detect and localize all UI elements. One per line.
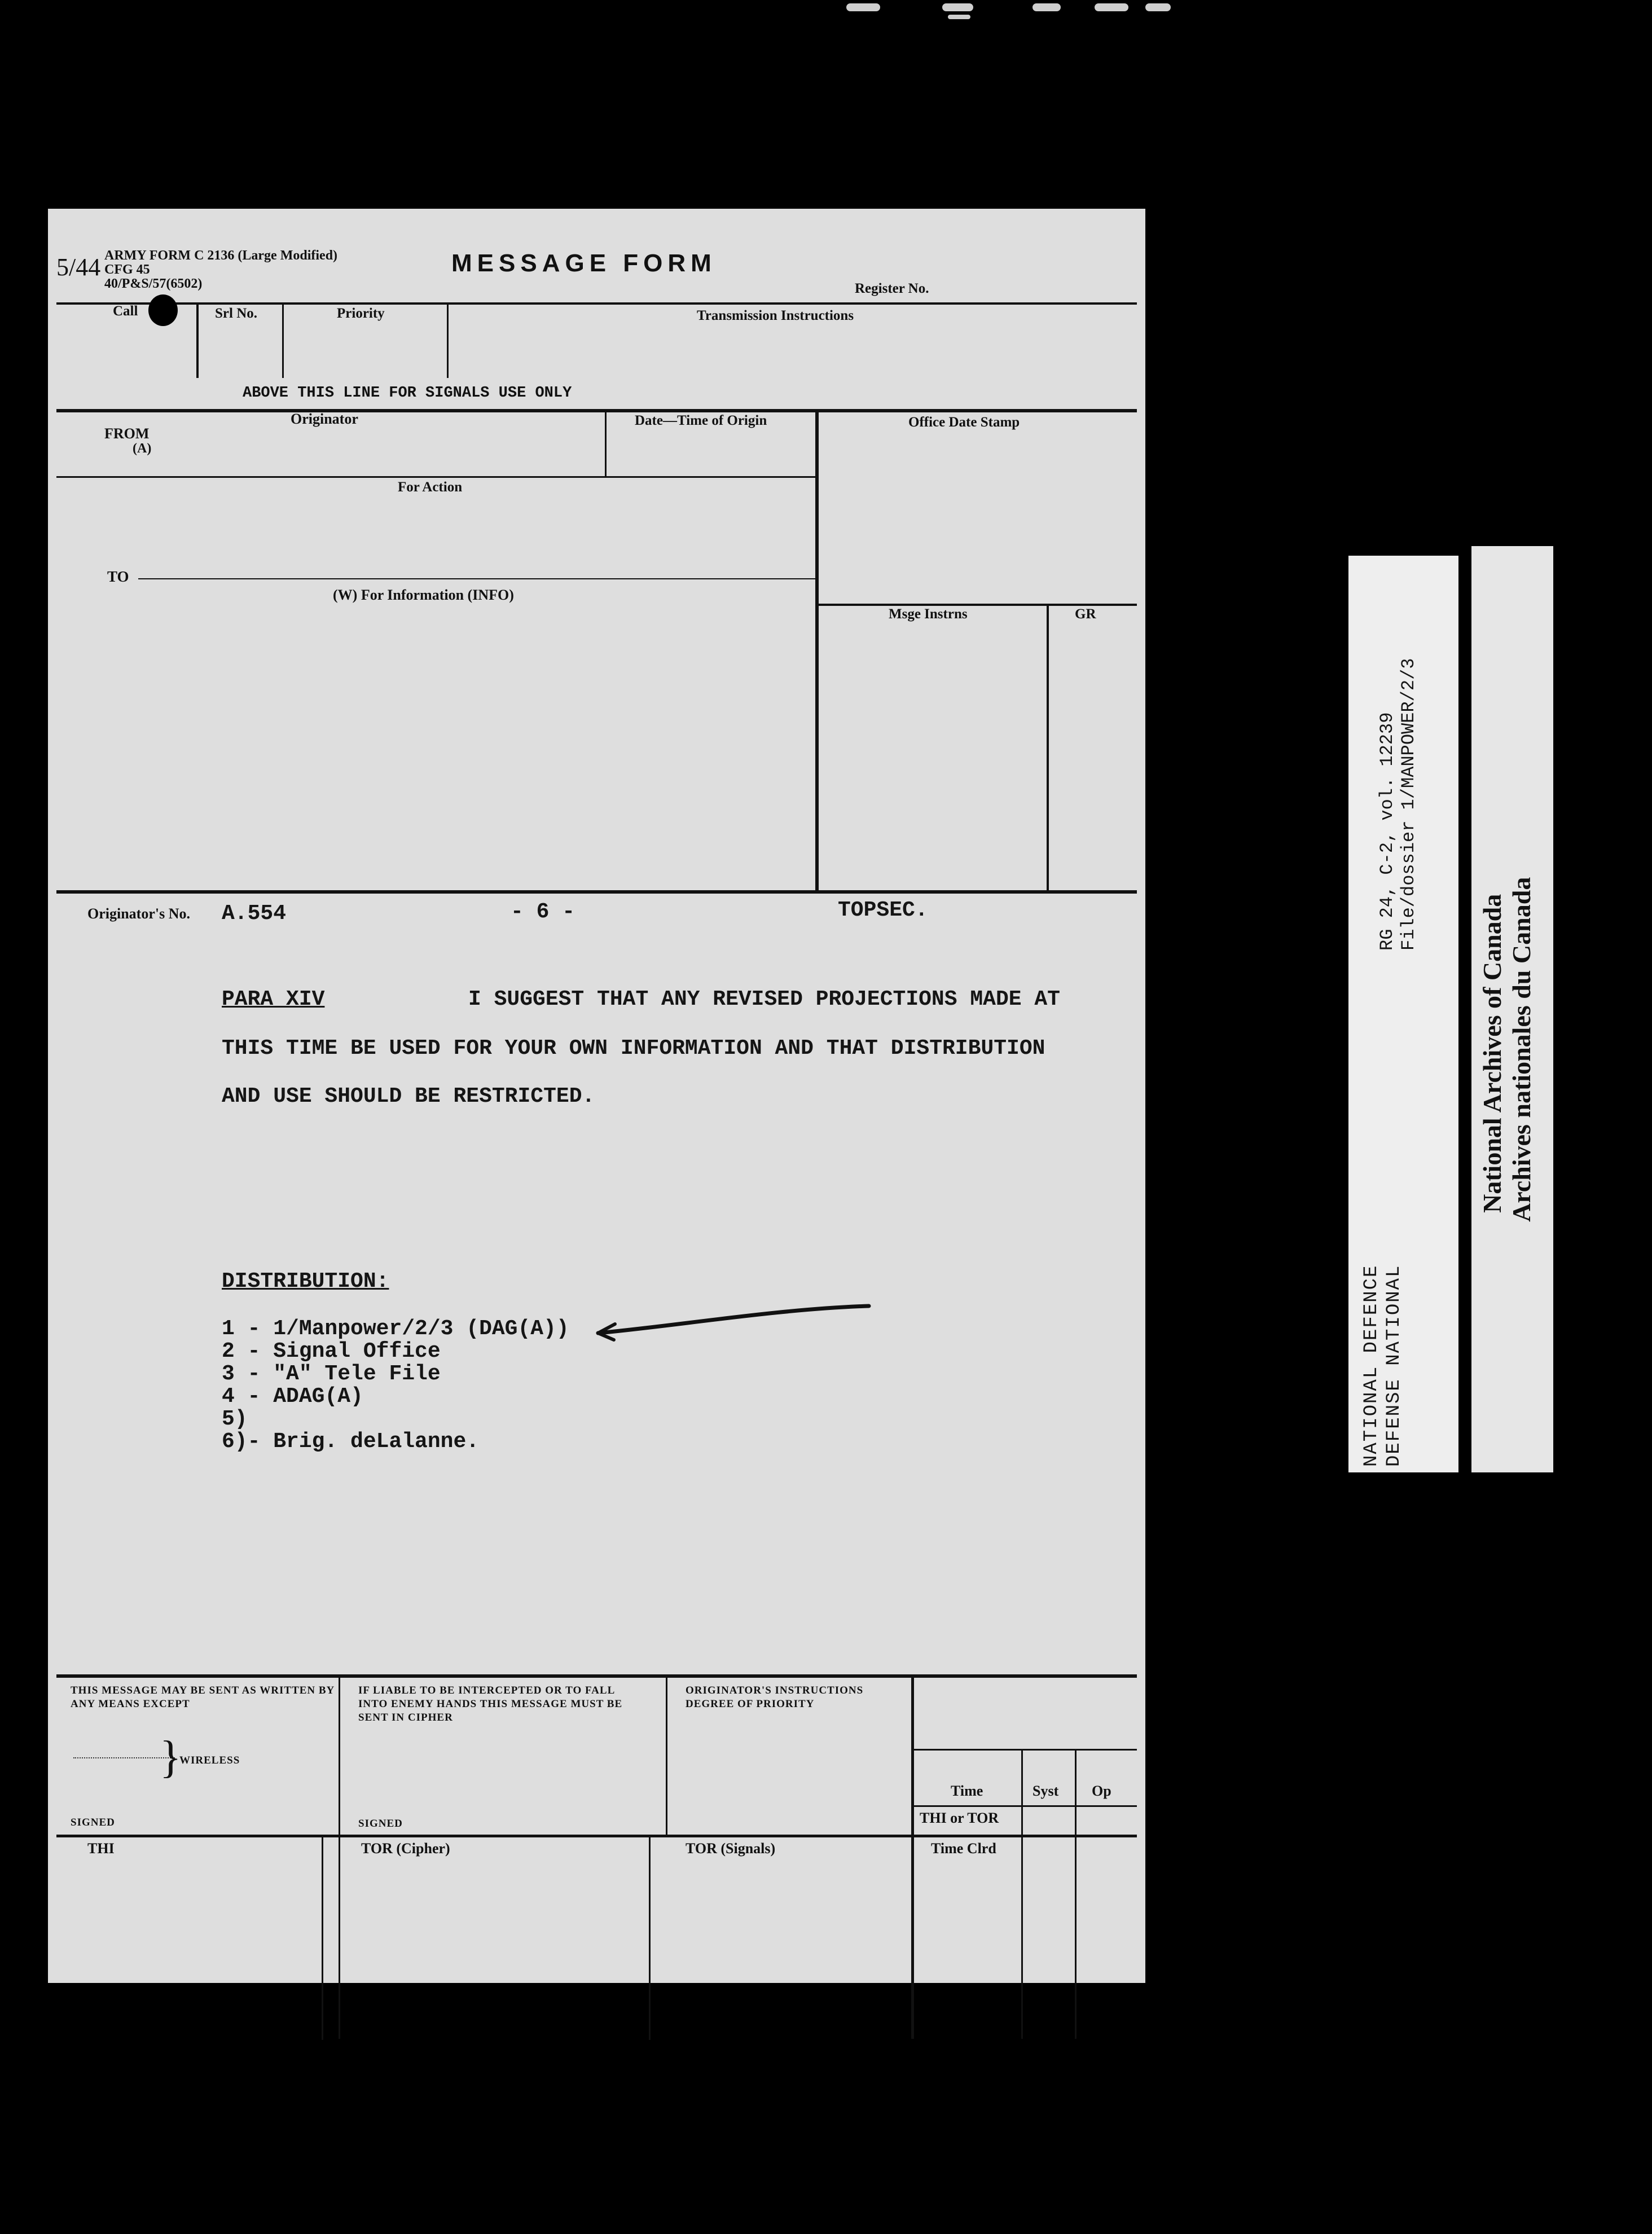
cipher-note: IF LIABLE TO BE INTERCEPTED OR TO FALL INTO ENEMY HANDS THIS MESSAGE MUST BE SENT IN CIPHER (358, 1685, 623, 1723)
archives-english-label: National Archives of Canada (1478, 894, 1506, 1213)
thi-or-tor-label: THI or TOR (920, 1810, 999, 1826)
distribution-heading: DISTRIBUTION: (222, 1269, 389, 1294)
syst-label: Syst (1032, 1783, 1059, 1799)
handwritten-arrow (592, 1295, 875, 1345)
priority-label: Priority (337, 306, 385, 321)
signed-mid-label: SIGNED (358, 1818, 403, 1830)
originators-no-label: Originator's No. (87, 905, 190, 922)
army-form-number: ARMY FORM C 2136 (Large Modified) (104, 248, 338, 263)
for-information-label: (W) For Information (INFO) (333, 587, 514, 603)
distribution-item: 3 - "A" Tele File (222, 1362, 441, 1386)
rule-stamp-divider (815, 412, 819, 891)
page-marker: - 6 - (511, 900, 575, 924)
rule-footer-top (56, 1674, 1137, 1678)
para-label: PARA XIV (222, 987, 325, 1012)
print-reference: 40/P&S/57(6502) (104, 276, 203, 291)
signed-left-label: SIGNED (71, 1817, 115, 1828)
classification: TOPSEC. (838, 898, 928, 922)
originators-no: A.554 (222, 901, 287, 926)
transmission-instructions-label: Transmission Instructions (697, 308, 854, 323)
rule-address-top (56, 409, 1137, 412)
rg-reference: RG 24, C-2, vol. 12239 (1377, 712, 1398, 951)
defense-nationale-label: DEFENSE NATIONAL (1383, 1264, 1405, 1467)
form-code: 5/44 (56, 253, 101, 281)
message-line-2: THIS TIME BE USED FOR YOUR OWN INFORMATION AND THAT DISTRIBUTION (222, 1036, 1045, 1061)
srl-no-label: Srl No. (215, 306, 257, 321)
gr-label: GR (1075, 606, 1096, 622)
tor-cipher-label: TOR (Cipher) (361, 1840, 450, 1857)
from-sub-label: (A) (133, 441, 152, 456)
time-label: Time (951, 1783, 983, 1799)
tor-signals-label: TOR (Signals) (686, 1840, 776, 1857)
distribution-item: 5) (222, 1407, 248, 1431)
message-line-1: I SUGGEST THAT ANY REVISED PROJECTIONS MADE AT (468, 987, 1060, 1012)
archives-french-label: Archives nationales du Canada (1507, 877, 1536, 1222)
time-clrd-label: Time Clrd (931, 1840, 996, 1857)
distribution-item: 1 - 1/Manpower/2/3 (DAG(A)) (222, 1317, 569, 1341)
form-title: MESSAGE FORM (451, 249, 717, 277)
for-action-label: For Action (398, 480, 463, 495)
archives-canada-strip (1471, 546, 1553, 1472)
originator-instructions-label: ORIGINATOR'S INSTRUCTIONS DEGREE OF PRIORITY (686, 1685, 864, 1710)
cfg-number: CFG 45 (104, 262, 150, 277)
message-form: 5/44 ARMY FORM C 2136 (Large Modified) CFG 45 40/P&S/57(6502) MESSAGE FORM Register No. Call Srl No. Priority Transmission Instructions ABOVE THIS LINE FOR SIGNALS USE ONLY FROM (A) Originator Date—Time of Origin Office Date Stamp For Action TO (W) For Information (INFO) Msge Instrns GR Originator's No. A.554 - 6 - TOPSEC. PARA XIV I SUGGEST THAT ANY REVISED PROJECTIONS MADE AT THIS TIME BE USED FOR YOUR OWN INFORMATION AND THAT DISTRIBUTION AND USE SHOULD BE RESTRICTED. DISTRIBUTION: 1 - 1/Manpower/2/3 (DAG(A)) 2 - Signal Office 3 - "A" Tele File 4 - ADAG(A) 5) 6)- Brig. deLalanne. THIS MESSAGE MAY BE SENT AS WRITTEN BY ANY MEANS EXCEPT } WIRELESS SIGNED IF LIABLE TO BE INTERCEPTED OR TO FALL INTO ENEMY HANDS THIS MESSAGE MUST BE SENT IN CIPHER SIGNED ORIGINATOR'S INSTRUCTIONS DEGREE OF PRIORITY Time Syst Op THI or TOR Time Clrd THI TOR (Cipher) TOR (Signals) (48, 209, 1145, 1983)
national-defence-label: NATIONAL DEFENCE (1361, 1264, 1382, 1467)
distribution-item: 4 - ADAG(A) (222, 1384, 363, 1409)
message-line-3: AND USE SHOULD BE RESTRICTED. (222, 1084, 595, 1109)
to-label: TO (107, 568, 129, 585)
originator-label: Originator (291, 411, 358, 427)
wireless-label: WIRELESS (179, 1754, 240, 1766)
rule-address-bottom (56, 890, 1137, 894)
file-reference: File/dossier 1/MANPOWER/2/3 (1398, 658, 1419, 951)
rule-top (56, 302, 1137, 305)
film-perforation-marks (846, 0, 1196, 23)
call-label: Call (113, 304, 138, 319)
date-time-of-origin-label: Date—Time of Origin (635, 413, 767, 428)
distribution-item: 6)- Brig. deLalanne. (222, 1430, 480, 1454)
archive-reference-strip (1348, 556, 1458, 1472)
from-label: FROM (104, 425, 150, 442)
signals-use-only-notice: ABOVE THIS LINE FOR SIGNALS USE ONLY (243, 385, 572, 402)
punch-hole (148, 294, 178, 326)
office-date-stamp-label: Office Date Stamp (908, 415, 1020, 430)
register-no-label: Register No. (855, 281, 929, 296)
thi-label: THI (87, 1840, 115, 1857)
sent-as-written-note: THIS MESSAGE MAY BE SENT AS WRITTEN BY ANY MEANS EXCEPT (71, 1685, 335, 1710)
msge-instrns-label: Msge Instrns (889, 606, 968, 622)
op-label: Op (1092, 1783, 1111, 1799)
distribution-item: 2 - Signal Office (222, 1339, 441, 1364)
